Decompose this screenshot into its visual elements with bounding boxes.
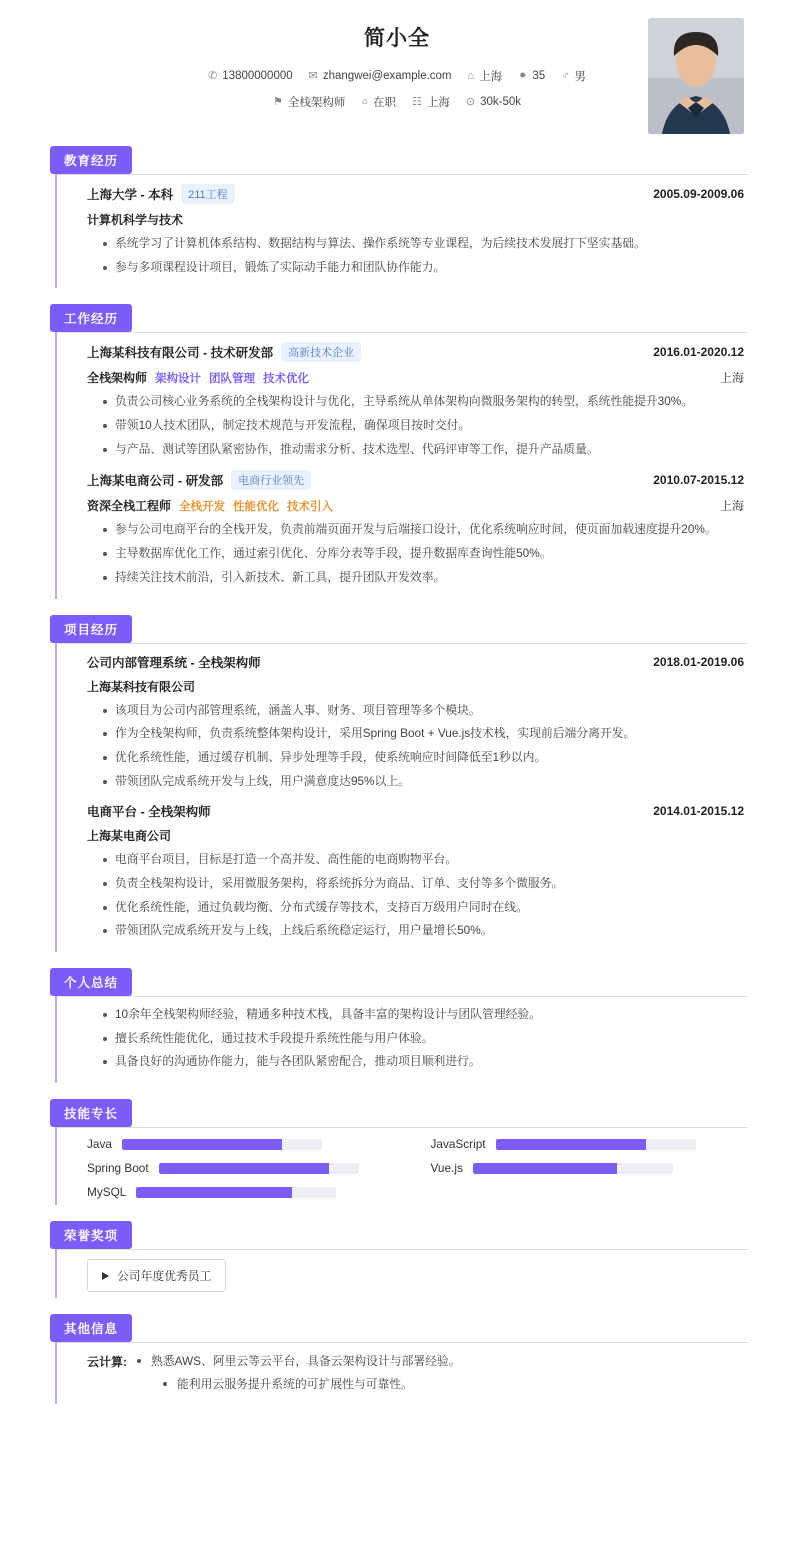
- avatar: [648, 18, 744, 134]
- education-date: 2005.09-2009.06: [653, 187, 744, 201]
- contact-item: [208, 68, 293, 84]
- section-title-summary: 个人总结: [50, 968, 132, 996]
- contact-item: [561, 68, 586, 84]
- project-date: 2018.01-2019.06: [653, 654, 744, 669]
- education-bullet: 参与多项课程设计项目，锻炼了实际动手能力和团队协作能力。: [103, 259, 744, 277]
- contact-text: 30k-50k: [480, 96, 522, 108]
- education-tag: 211工程: [181, 184, 235, 204]
- skill-bar-track: [496, 1139, 696, 1150]
- other-item: 熟悉AWS、阿里云等云平台，具备云架构设计与部署经验。: [137, 1352, 461, 1371]
- section-header-projects: [50, 615, 744, 643]
- education-school: 上海大学 - 本科: [87, 188, 174, 202]
- skill-name: JavaScript: [430, 1137, 486, 1152]
- phone-icon: ✆: [208, 69, 218, 82]
- skill-item: [87, 1161, 401, 1175]
- section-body-education: [55, 174, 744, 288]
- education-entry-header: [87, 184, 744, 204]
- summary-bullet: 10余年全栈架构师经验，精通多种技术栈，具备丰富的架构设计与团队管理经验。: [103, 1006, 744, 1024]
- section-title-skills: 技能专长: [50, 1099, 132, 1127]
- contact-item: [361, 94, 396, 110]
- work-bullets: [87, 521, 744, 586]
- project-entry: [87, 802, 744, 940]
- skill-item: [87, 1185, 401, 1199]
- skills-grid: [87, 1137, 744, 1199]
- briefcase-icon: ⚑: [272, 95, 283, 108]
- skill-item: [87, 1137, 401, 1151]
- section-body-projects: [55, 643, 744, 953]
- work-bullet: 持续关注技术前沿，引入新技术、新工具，提升团队开发效率。: [103, 569, 744, 587]
- contact-item: [468, 68, 503, 84]
- section-work: [0, 304, 794, 598]
- skill-bar-fill: [496, 1139, 646, 1150]
- work-date: 2010.07-2015.12: [653, 473, 744, 488]
- section-body-other: [55, 1342, 744, 1404]
- summary-bullet: 擅长系统性能优化，通过技术手段提升系统性能与用户体验。: [103, 1030, 744, 1048]
- section-other: [0, 1314, 794, 1404]
- skill-bar-fill: [122, 1139, 282, 1150]
- section-body-work: [55, 332, 744, 598]
- page-title: 简小全: [364, 27, 430, 50]
- salary-icon: ⊙: [465, 95, 476, 108]
- work-role: 资深全栈工程师: [87, 499, 172, 514]
- skill-name: Vue.js: [430, 1161, 463, 1176]
- contact-text: 上海: [479, 71, 503, 83]
- mail-icon: ✉: [308, 69, 318, 82]
- work-date: 2016.01-2020.12: [653, 345, 744, 360]
- project-entry-header: [87, 802, 744, 820]
- work-skill-tag: 技术引入: [287, 500, 334, 513]
- resume-header: [0, 0, 794, 130]
- work-role-row: [87, 369, 744, 386]
- skill-item: [431, 1161, 745, 1175]
- work-company: 上海某电商公司 - 研发部: [87, 474, 224, 489]
- summary-bullet: 具备良好的沟通协作能力，能与各团队紧密配合，推动项目顺利进行。: [103, 1053, 744, 1071]
- work-bullet: 参与公司电商平台的全栈开发，负责前端页面开发与后端接口设计，优化系统响应时间，使页面加载速度提升20%。: [103, 521, 744, 539]
- skill-name: Spring Boot: [87, 1161, 149, 1176]
- section-header-work: [50, 304, 744, 332]
- work-bullet: 主导数据库优化工作，通过索引优化、分库分表等手段，提升数据库查询性能50%。: [103, 545, 744, 563]
- work-entry-header: [87, 470, 744, 490]
- contact-row-primary: [50, 68, 744, 84]
- section-header-other: [50, 1314, 744, 1342]
- section-header-skills: [50, 1099, 744, 1127]
- project-name: 公司内部管理系统 - 全栈架构师: [87, 655, 261, 670]
- section-header-education: [50, 146, 744, 174]
- education-entry: [87, 184, 744, 276]
- skill-bar-track: [159, 1163, 359, 1174]
- section-body-honors: [55, 1249, 744, 1298]
- work-skill-tag: 团队管理: [209, 372, 256, 385]
- section-header-honors: [50, 1221, 744, 1249]
- section-projects: [0, 615, 794, 953]
- section-honors: [0, 1221, 794, 1298]
- work-bullet: 带领10人技术团队，制定技术规范与开发流程，确保项目按时交付。: [103, 417, 744, 435]
- contact-row-secondary: [50, 94, 744, 110]
- project-bullet: 负责全栈架构设计，采用微服务架构，将系统拆分为商品、订单、支付等多个微服务。: [103, 875, 744, 893]
- work-role-row: [87, 497, 744, 514]
- skill-bar-track: [122, 1139, 322, 1150]
- work-entry: [87, 470, 744, 586]
- education-bullet: 系统学习了计算机体系结构、数据结构与算法、操作系统等专业课程，为后续技术发展打下坚实基础。: [103, 235, 744, 253]
- work-location: 上海: [719, 371, 744, 386]
- project-bullet: 带领团队完成系统开发与上线，用户满意度达95%以上。: [103, 773, 744, 791]
- education-bullets: [87, 235, 744, 276]
- work-bullets: [87, 393, 744, 458]
- section-summary: [0, 968, 794, 1083]
- project-bullet: 优化系统性能，通过负载均衡、分布式缓存等技术，支持百万级用户同时在线。: [103, 899, 744, 917]
- contact-item: [309, 68, 452, 84]
- skill-item: [431, 1137, 745, 1151]
- skill-bar-fill: [136, 1187, 292, 1198]
- contact-text: 13800000000: [222, 70, 293, 82]
- work-tag: 电商行业领先: [231, 470, 311, 490]
- project-bullet: 作为全栈架构师，负责系统整体架构设计，采用Spring Boot + Vue.js技术栈，实现前后端分离开发。: [103, 725, 744, 743]
- other-label: 云计算:: [87, 1355, 127, 1370]
- contact-text: 男: [574, 71, 586, 83]
- contact-item: [466, 94, 521, 110]
- skill-bar-track: [136, 1187, 336, 1198]
- city-icon: ☷: [412, 95, 422, 108]
- contact-item: [412, 94, 450, 110]
- work-skill-tag: 全栈开发: [179, 500, 226, 513]
- section-header-summary: [50, 968, 744, 996]
- skill-bar-fill: [159, 1163, 329, 1174]
- skill-name: Java: [87, 1137, 112, 1152]
- project-date: 2014.01-2015.12: [653, 804, 744, 819]
- project-entry: [87, 653, 744, 791]
- honor-label: 公司年度优秀员工: [117, 1269, 212, 1284]
- work-entry: [87, 342, 744, 458]
- skill-bar-track: [473, 1163, 673, 1174]
- contact-text: zhangwei@example.com: [322, 70, 452, 82]
- project-bullet: 该项目为公司内部管理系统，涵盖人事、财务、项目管理等多个模块。: [103, 702, 744, 720]
- work-skill-tag: 架构设计: [155, 372, 202, 385]
- status-icon: ○: [361, 95, 368, 108]
- section-title-honors: 荣誉奖项: [50, 1221, 132, 1249]
- skill-bar-fill: [473, 1163, 617, 1174]
- project-name: 电商平台 - 全栈架构师: [87, 805, 211, 820]
- work-bullet: 与产品、测试等团队紧密协作，推动需求分析、技术选型、代码评审等工作，提升产品质量。: [103, 441, 744, 459]
- project-entry-header: [87, 653, 744, 671]
- section-skills: [0, 1099, 794, 1205]
- contact-text: 全栈架构师: [287, 97, 346, 109]
- section-body-skills: [55, 1127, 744, 1205]
- section-education: [0, 146, 794, 288]
- project-company: 上海某科技有限公司: [87, 679, 196, 694]
- work-role: 全栈架构师: [87, 371, 148, 386]
- section-title-projects: 项目经历: [50, 615, 132, 643]
- location-icon: ⌂: [467, 69, 475, 82]
- project-bullet: 带领团队完成系统开发与上线，上线后系统稳定运行，用户量增长50%。: [103, 922, 744, 940]
- work-entry-header: [87, 342, 744, 362]
- gender-icon: ♂: [561, 69, 570, 82]
- project-bullets: [87, 851, 744, 940]
- contact-item: [518, 68, 545, 84]
- contact-text: 上海: [426, 97, 450, 109]
- skill-name: MySQL: [87, 1185, 127, 1200]
- work-tag: 高新技术企业: [281, 342, 361, 362]
- play-triangle-icon: [102, 1272, 109, 1280]
- education-major: 计算机科学与技术: [87, 213, 184, 227]
- project-bullet: 优化系统性能，通过缓存机制、异步处理等手段，使系统响应时间降低至1秒以内。: [103, 749, 744, 767]
- project-company: 上海某电商公司: [87, 829, 172, 844]
- section-title-other: 其他信息: [50, 1314, 132, 1342]
- work-bullet: 负责公司核心业务系统的全栈架构设计与优化，主导系统从单体架构向微服务架构的转型，系统性能提升30%。: [103, 393, 744, 411]
- project-bullet: 电商平台项目，目标是打造一个高并发、高性能的电商购物平台。: [103, 851, 744, 869]
- honor-item[interactable]: [87, 1259, 226, 1292]
- other-items: [137, 1352, 461, 1398]
- age-icon: ⚫: [518, 69, 528, 82]
- contact-text: 35: [532, 70, 546, 82]
- work-location: 上海: [719, 499, 744, 514]
- project-bullets: [87, 702, 744, 791]
- work-skill-tag: 技术优化: [263, 372, 310, 385]
- other-row: [87, 1352, 744, 1398]
- section-body-summary: [55, 996, 744, 1083]
- section-title-work: 工作经历: [50, 304, 132, 332]
- contact-item: [273, 94, 345, 110]
- summary-bullets: [87, 1006, 744, 1071]
- work-company: 上海某科技有限公司 - 技术研发部: [87, 346, 274, 361]
- work-skill-tag: 性能优化: [233, 500, 280, 513]
- section-title-education: 教育经历: [50, 146, 132, 174]
- contact-text: 在职: [373, 97, 396, 109]
- other-item: 能利用云服务提升系统的可扩展性与可靠性。: [163, 1375, 461, 1394]
